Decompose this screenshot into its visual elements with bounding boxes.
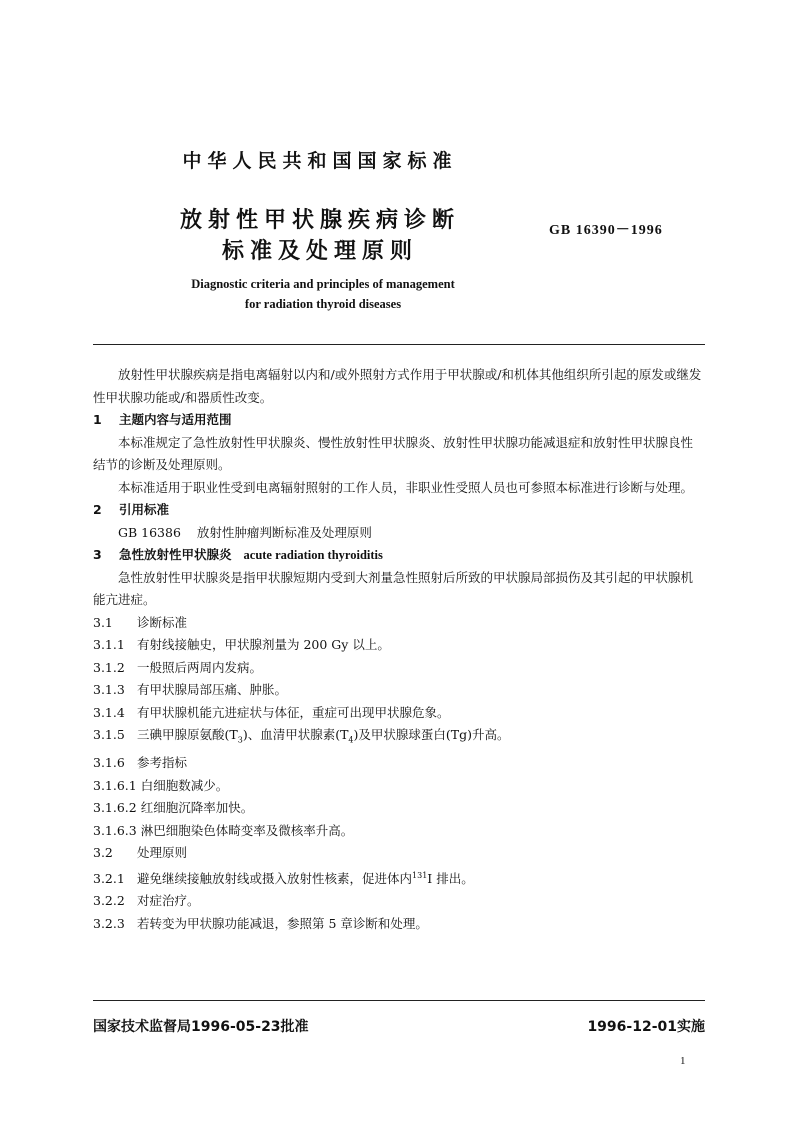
section-title: 急性放射性甲状腺炎 <box>119 547 232 562</box>
clause-3-1-6-2 <box>93 797 705 820</box>
national-standard-heading: 中华人民共和国国家标准 <box>182 150 458 172</box>
clause-text: 诊断标准 <box>137 614 188 630</box>
clause-3-1-6 <box>93 752 705 775</box>
section-1-paragraph-2: 本标准适用于职业性受到电离辐射照射的工作人员，非职业性受照人员也可参照本标准进行诊断与处理。 <box>118 479 694 495</box>
clause-number: 3.1.5 <box>93 727 125 742</box>
header-divider <box>93 344 705 345</box>
english-title-line1: Diagnostic criteria and principles of management <box>191 277 455 291</box>
section-number: 3 <box>93 547 102 562</box>
clause-3-2-3 <box>93 913 705 936</box>
clause-text: 有甲状腺机能亢进症状与体征，重症可出现甲状腺危象。 <box>137 704 450 720</box>
reference-title: 放射性肿瘤判断标准及处理原则 <box>196 524 372 540</box>
section-1-heading <box>93 409 705 432</box>
clause-text: I 排出。 <box>427 870 474 886</box>
document-title-line2: 标准及处理原则 <box>221 239 418 264</box>
clause-3-1-1 <box>93 634 705 657</box>
clause-text: 一般照后两周内发病。 <box>137 659 263 675</box>
footer-divider <box>93 1000 705 1001</box>
clause-text: 淋巴细胞染色体畸变率及微核率升高。 <box>140 822 354 838</box>
document-body <box>93 364 705 935</box>
english-title-line2: for radiation thyroid diseases <box>244 297 402 311</box>
clause-number: 3.1.3 <box>93 682 125 697</box>
clause-number: 3.1.2 <box>93 659 125 675</box>
clause-text: 三碘甲腺原氨酸(T <box>137 727 238 742</box>
clause-3-1-2 <box>93 657 705 680</box>
clause-number: 3.1.4 <box>93 704 125 720</box>
clause-number: 3.1.1 <box>93 637 125 652</box>
clause-number: 3.1.6 <box>93 755 125 770</box>
clause-3-1-5 <box>93 724 705 752</box>
clause-number: 3.1 <box>93 614 113 630</box>
clause-number: 3.2.3 <box>93 915 125 931</box>
clause-text: )、血清甲状腺素(T <box>242 727 349 742</box>
subscript: 4 <box>348 735 354 745</box>
clause-3-2-2 <box>93 890 705 913</box>
clause-3-1-3 <box>93 679 705 702</box>
section-title: 引用标准 <box>119 502 170 517</box>
intro-paragraph: 放射性甲状腺疾病是指电离辐射以内和/或外照射方式作用于甲状腺或/和机体其他组织所引起的原发或继发性甲状腺功能或/和器质性改变。 <box>93 367 702 405</box>
clause-number: 3.1.6.3 <box>93 822 137 838</box>
section-title: 主题内容与适用范围 <box>119 412 232 427</box>
clause-3-1-4 <box>93 702 705 725</box>
clause-3-1-6-3 <box>93 820 705 843</box>
section-number: 2 <box>93 502 102 517</box>
subscript: 3 <box>237 735 243 745</box>
clause-number: 3.2 <box>93 845 113 860</box>
approval-date: 国家技术监督局1996-05-23批准 <box>93 1019 309 1035</box>
superscript: 131 <box>412 870 428 880</box>
section-2-heading <box>93 499 705 522</box>
clause-text: 白细胞数减少。 <box>140 777 229 793</box>
clause-text: 避免继续接触放射线或摄入放射性核素，促进体内 <box>137 870 413 886</box>
section-1-paragraph-1: 本标准规定了急性放射性甲状腺炎、慢性放射性甲状腺炎、放射性甲状腺功能减退症和放射性甲状腺良性结节的诊断及处理原则。 <box>93 434 694 472</box>
effective-date: 1996-12-01实施 <box>587 1019 705 1035</box>
clause-text: 红细胞沉降率加快。 <box>140 800 254 815</box>
standard-code: GB 16390－1996 <box>549 223 663 238</box>
clause-3-1-6-1 <box>93 775 705 798</box>
clause-text: 对症治疗。 <box>137 893 200 909</box>
section-3-heading <box>93 544 705 567</box>
section-3-intro: 急性放射性甲状腺炎是指甲状腺短期内受到大剂量急性照射后所致的甲状腺局部损伤及其引起的甲状腺机能亢进症。 <box>93 569 694 607</box>
section-title-english: acute radiation thyroiditis <box>243 548 383 562</box>
clause-3-2 <box>93 842 705 865</box>
clause-text: )及甲状腺球蛋白(Tg)升高。 <box>353 727 510 742</box>
clause-text: 有射线接触史，甲状腺剂量为 200 Gy 以上。 <box>137 637 390 652</box>
clause-text: 处理原则 <box>137 845 188 860</box>
reference-entry <box>93 522 705 545</box>
clause-number: 3.2.2 <box>93 893 125 909</box>
clause-text: 有甲状腺局部压痛、肿胀。 <box>137 682 288 697</box>
clause-3-1 <box>93 612 705 635</box>
document-title-line1: 放射性甲状腺疾病诊断 <box>179 208 460 233</box>
clause-3-2-1 <box>93 865 705 891</box>
page-number: 1 <box>680 1055 686 1067</box>
section-number: 1 <box>93 412 102 427</box>
clause-number: 3.1.6.1 <box>93 777 137 793</box>
clause-number: 3.2.1 <box>93 870 125 886</box>
clause-number: 3.1.6.2 <box>93 800 137 815</box>
clause-text: 若转变为甲状腺功能减退，参照第 5 章诊断和处理。 <box>137 915 428 931</box>
clause-text: 参考指标 <box>137 755 188 770</box>
reference-code: GB 16386 <box>118 524 181 540</box>
